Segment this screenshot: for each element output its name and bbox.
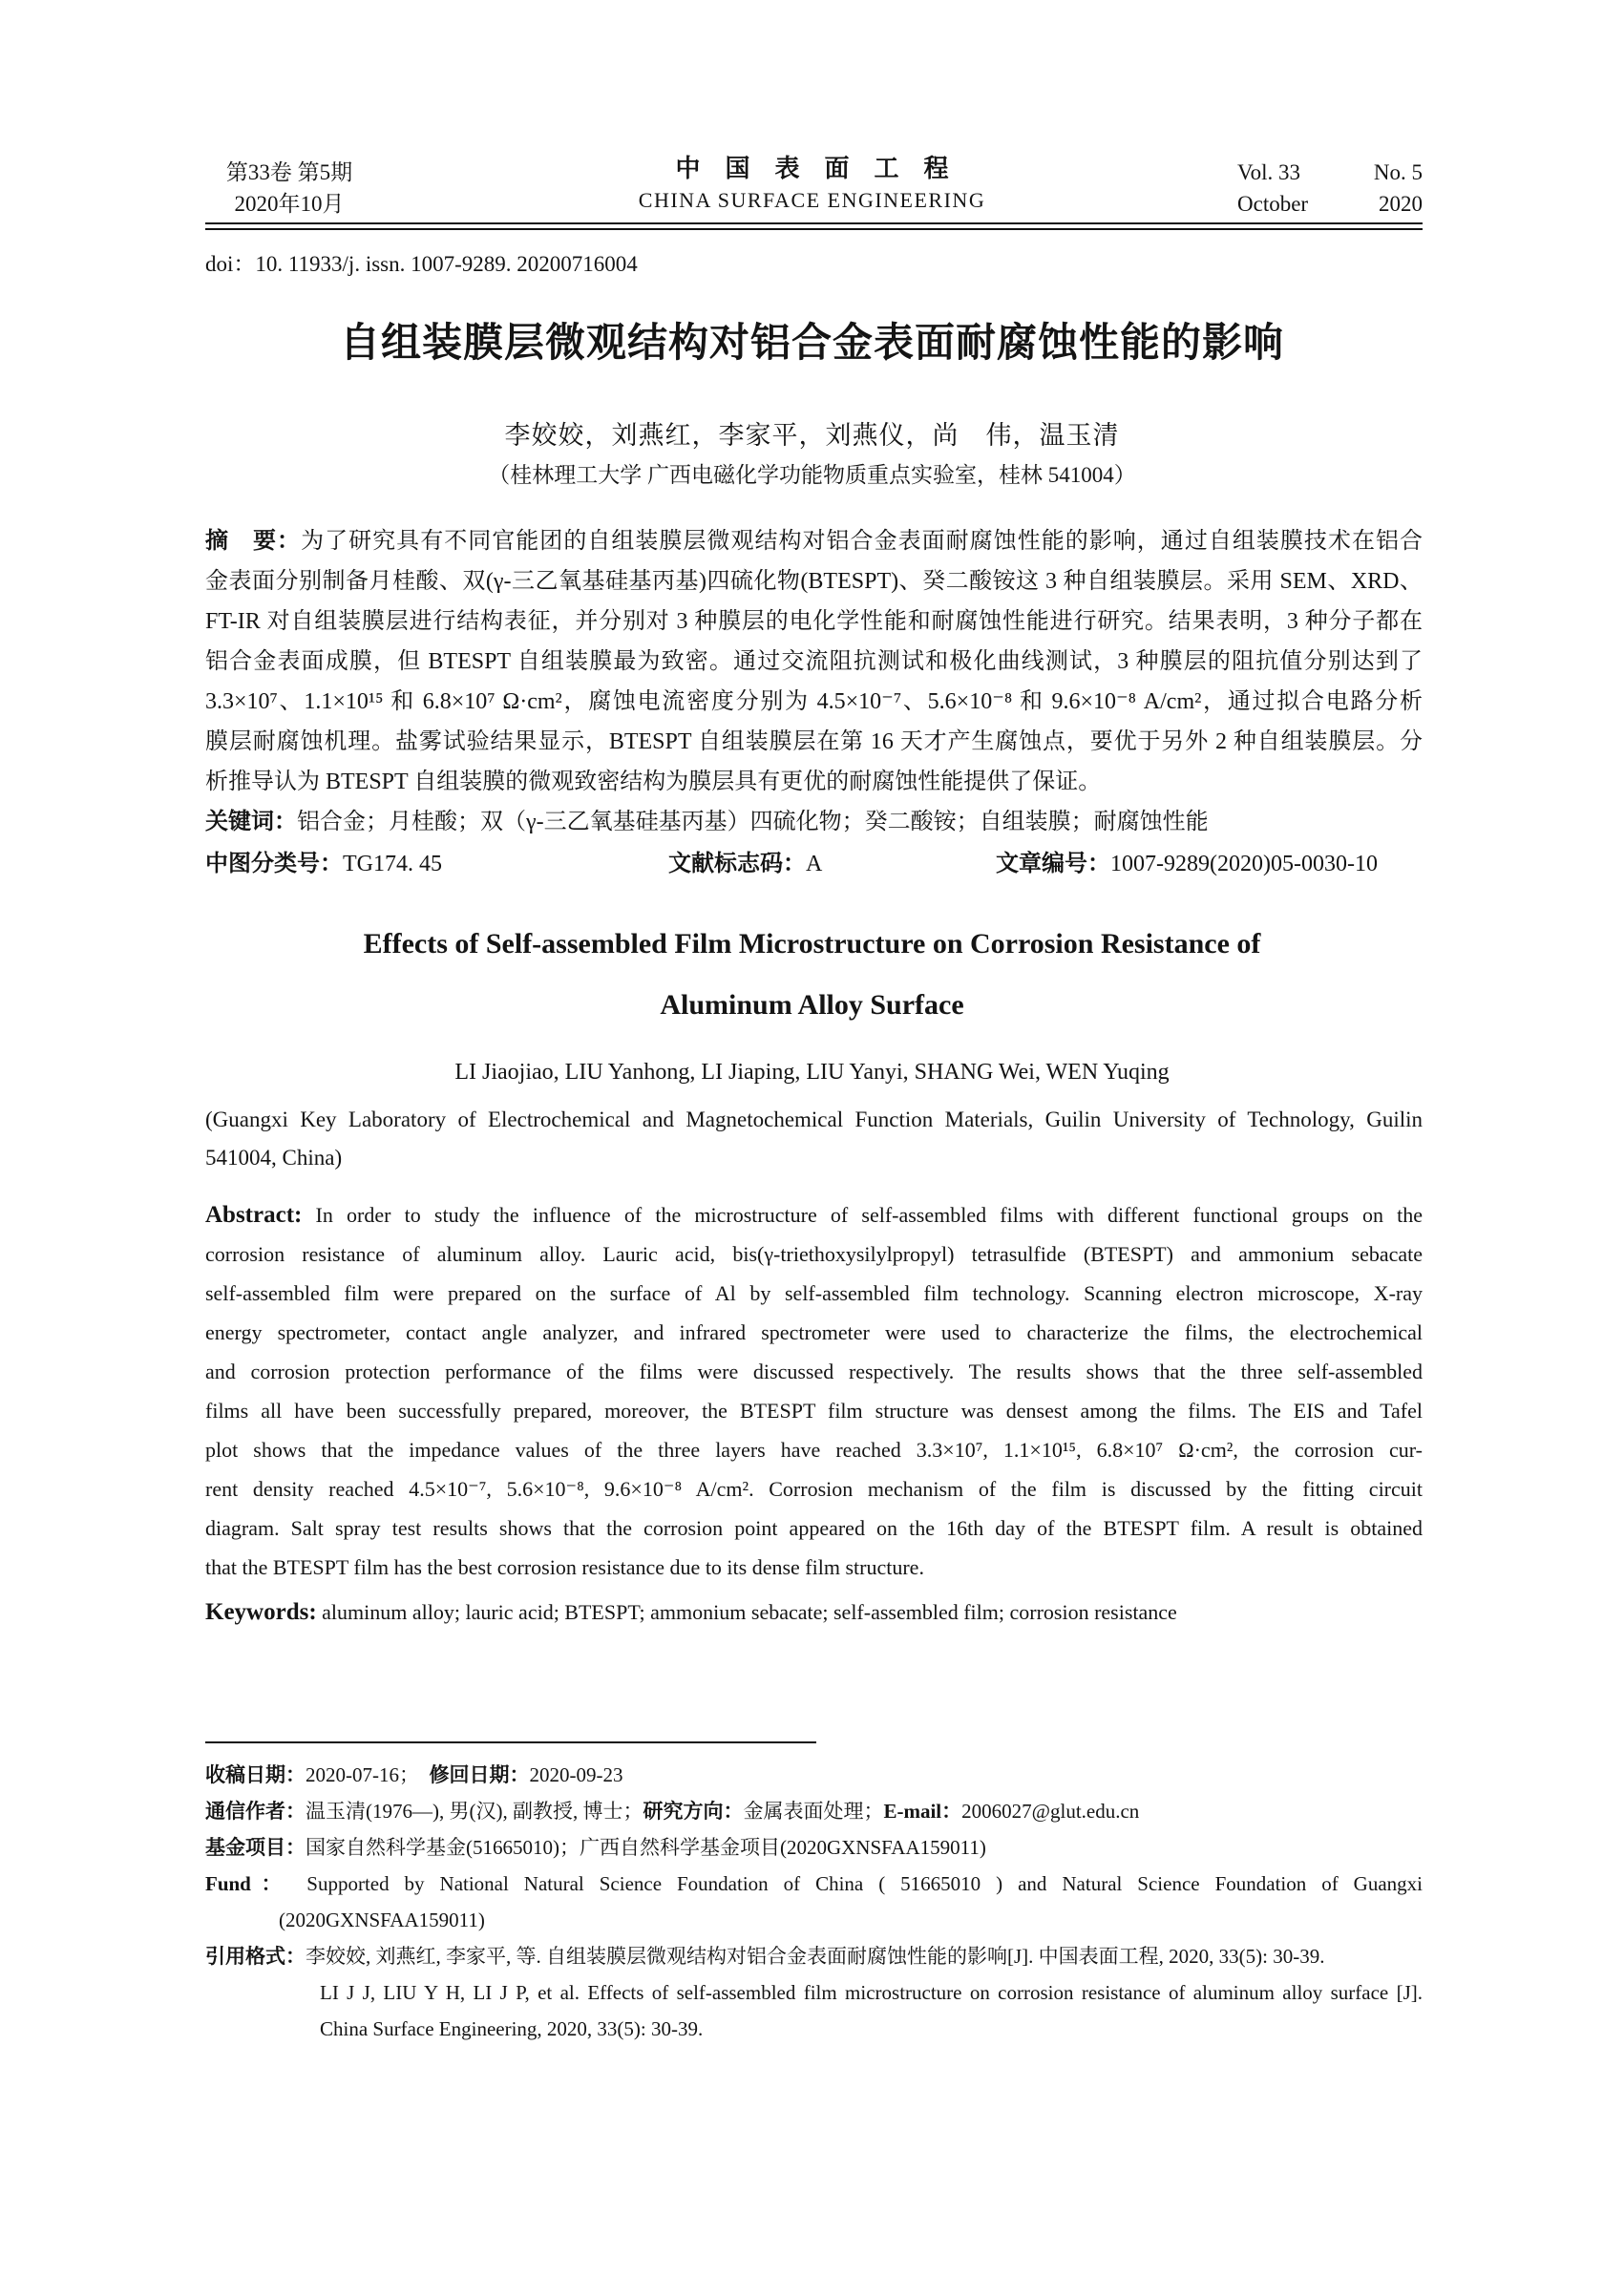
citation-cn-text: 李姣姣, 刘燕红, 李家平, 等. 自组装膜层微观结构对铝合金表面耐腐蚀性能的影响[J]. 中国表面工程, 2020, 33(5): 30-39. [306, 1945, 1325, 1968]
date-cn: 2020年10月 [234, 192, 345, 216]
email-value: 2006027@glut.edu.cn [961, 1800, 1140, 1823]
fund-cn-label: 基金项目： [205, 1837, 306, 1859]
abstract-cn-line: 金表面分别制备月桂酸、双(γ-三乙氧基硅基丙基)四硫化物(BTESPT)、癸二酸铵这 3 种自组装膜层。采用 SEM、XRD、 [205, 569, 1423, 594]
abstract-cn-line [205, 521, 1423, 561]
revised-label: 修回日期： [429, 1764, 530, 1786]
affiliation-cn: （桂林理工大学 广西电磁化学功能物质重点实验室，桂林 541004） [488, 463, 1136, 487]
keywords-cn [205, 802, 1423, 842]
footnote-fund-en [205, 1866, 1423, 1902]
header-double-rule [205, 222, 1423, 230]
clc-label: 中图分类号： [205, 851, 343, 876]
doc-code-label: 文献标志码： [668, 851, 806, 876]
footnote-citation-cn [205, 1938, 1423, 1974]
no-en: No. 5 [1373, 160, 1423, 184]
abstract-en-line: plot shows that the impedance values of the three layers have reached 3.3×10⁷, 1.1×10¹⁵, 6.8×10⁷ Ω·cm², the corrosion cur- [205, 1438, 1423, 1462]
abstract-en-line: that the BTESPT film has the best corrosion resistance due to its dense film structure. [205, 1555, 924, 1579]
abstract-en-line: corrosion resistance of aluminum alloy. Lauric acid, bis(γ-triethoxysilylpropyl) tetrasulfide (BTESPT) and ammonium sebacate [205, 1242, 1423, 1266]
month-en: October [1237, 192, 1309, 216]
footnote-fund-cn [205, 1829, 1423, 1866]
abstract-cn [205, 521, 1423, 802]
abstract-en-line: self-assembled film were prepared on the surface of Al by self-assembled film technology. Scanning electron microscope, X-ray [205, 1281, 1423, 1305]
footnote-fund-en-cont: (2020GXNSFAA159011) [279, 1909, 485, 1931]
abstract-cn-line: 析推导认为 BTESPT 自组装膜的微观致密结构为膜层具有更优的耐腐蚀性能提供了保证。 [205, 770, 1102, 794]
affiliation-en-line: 541004, China) [205, 1146, 343, 1170]
abstract-cn-label: 摘 要： [205, 528, 302, 554]
fund-en-label: Fund： [205, 1872, 292, 1895]
abstract-en [205, 1195, 1423, 1587]
fund-cn-text: 国家自然科学基金(51665010)；广西自然科学基金项目(2020GXNSFAA159011) [306, 1836, 986, 1859]
keywords-cn-text: 铝合金；月桂酸；双（γ-三乙氧基硅基丙基）四硫化物；癸二酸铵；自组装膜；耐腐蚀性能 [297, 810, 1209, 834]
doc-code-item [668, 844, 822, 884]
article-title-cn: 自组装膜层微观结构对铝合金表面耐腐蚀性能的影响 [339, 320, 1284, 365]
footnotes [205, 1757, 1423, 2047]
clc-value: TG174. 45 [343, 852, 442, 876]
volume-issue-cn: 第33卷 第5期 [225, 160, 353, 184]
clc-item [205, 852, 442, 876]
footnote-rule [205, 1741, 816, 1743]
abstract-en-text: In order to study the influence of the microstructure of self-assembled films with different functional groups on the [315, 1203, 1423, 1227]
abstract-en-line: and corrosion protection performance of the films were discussed respectively. The results shows that the three self-assembled [205, 1360, 1423, 1383]
fund-en-text: Supported by National Natural Science Foundation of China ( 51665010 ) and Natural Science Foundation of Guangxi [306, 1872, 1423, 1895]
affiliation-en [205, 1101, 1423, 1177]
doi-line: doi：10. 11933/j. issn. 1007-9289. 20200716004 [205, 252, 638, 276]
received-label: 收稿日期： [205, 1764, 306, 1786]
abstract-en-line [205, 1195, 1423, 1234]
footnote-citation-en-cont: China Surface Engineering, 2020, 33(5): 30-39. [320, 2017, 704, 2040]
abstract-cn-text: 为了研究具有不同官能团的自组装膜层微观结构对铝合金表面耐腐蚀性能的影响，通过自组装膜技术在铝合 [301, 529, 1424, 554]
revised-date: 2020-09-23 [529, 1763, 623, 1786]
journal-name-cn: 中国表面工程 [675, 155, 974, 182]
abstract-cn-line: 3.3×10⁷、1.1×10¹⁵ 和 6.8×10⁷ Ω·cm²，腐蚀电流密度分别为 4.5×10⁻⁷、5.6×10⁻⁸ 和 9.6×10⁻⁸ A/cm²，通过拟合电路分析 [205, 689, 1423, 714]
affiliation-en-line: (Guangxi Key Laboratory of Electrochemical and Magnetochemical Function Materials, Guilin University of Technology, Guilin [205, 1107, 1423, 1131]
authors-cn: 李姣姣，刘燕红，李家平，刘燕仪，尚 伟，温玉清 [504, 421, 1120, 450]
received-date: 2020-07-16； [306, 1763, 430, 1786]
classification-row [205, 844, 1423, 884]
article-id-value: 1007-9289(2020)05-0030-10 [1110, 852, 1378, 876]
year-en: 2020 [1379, 192, 1423, 216]
corresponding-text: 温玉清(1976—), 男(汉), 副教授, 博士； [306, 1800, 643, 1823]
footnote-dates [205, 1757, 1423, 1793]
keywords-cn-label: 关键词： [205, 809, 297, 834]
citation-label: 引用格式： [205, 1946, 306, 1968]
abstract-cn-line: 膜层耐腐蚀机理。盐雾试验结果显示，BTESPT 自组装膜层在第 16 天才产生腐蚀点，要优于另外 2 种自组装膜层。分 [205, 729, 1423, 754]
abstract-en-line: rent density reached 4.5×10⁻⁷, 5.6×10⁻⁸, 9.6×10⁻⁸ A/cm². Corrosion mechanism of the film is discussed by the fitting circuit [205, 1477, 1423, 1501]
research-text: 金属表面处理； [743, 1800, 884, 1823]
keywords-en-text: aluminum alloy; lauric acid; BTESPT; ammonium sebacate; self-assembled film; corrosion resistance [322, 1600, 1177, 1624]
article-id-item [996, 844, 1378, 884]
footnote-citation-en: LI J J, LIU Y H, LI J P, et al. Effects of self-assembled film microstructure on corrosion resistance of aluminum alloy surface [J]. [320, 1981, 1423, 2004]
keywords-en [205, 1592, 1423, 1633]
article-id-label: 文章编号： [996, 851, 1110, 876]
abstract-en-label: Abstract: [205, 1202, 303, 1228]
keywords-en-label: Keywords: [205, 1599, 317, 1625]
email-label: E-mail： [883, 1800, 962, 1823]
abstract-en-line: diagram. Salt spray test results shows that the corrosion point appeared on the 16th day of the BTESPT film. A result is obtained [205, 1516, 1423, 1540]
corresponding-label: 通信作者： [205, 1801, 306, 1823]
vol-en: Vol. 33 [1237, 160, 1301, 184]
header-vol-no-block [1237, 157, 1423, 220]
doc-code-value: A [806, 852, 823, 876]
journal-name-en: CHINA SURFACE ENGINEERING [638, 188, 986, 212]
footnote-corresponding [205, 1793, 1423, 1829]
authors-en: LI Jiaojiao, LIU Yanhong, LI Jiaping, LIU Yanyi, SHANG Wei, WEN Yuqing [454, 1060, 1170, 1085]
abstract-en-line: energy spectrometer, contact angle analyzer, and infrared spectrometer were used to characterize the films, the electrochemical [205, 1320, 1423, 1344]
research-label: 研究方向： [643, 1801, 744, 1823]
article-title-en-line2: Aluminum Alloy Surface [660, 989, 964, 1021]
abstract-cn-line: FT-IR 对自组装膜层进行结构表征，并分别对 3 种膜层的电化学性能和耐腐蚀性能进行研究。结果表明，3 种分子都在 [205, 609, 1423, 634]
article-title-en-line1: Effects of Self-assembled Film Microstructure on Corrosion Resistance of [363, 928, 1261, 960]
abstract-en-line: films all have been successfully prepared, moreover, the BTESPT film structure was densest among the films. The EIS and Tafel [205, 1399, 1423, 1423]
abstract-cn-line: 铝合金表面成膜，但 BTESPT 自组装膜最为致密。通过交流阻抗测试和极化曲线测试，3 种膜层的阻抗值分别达到了 [205, 649, 1423, 674]
